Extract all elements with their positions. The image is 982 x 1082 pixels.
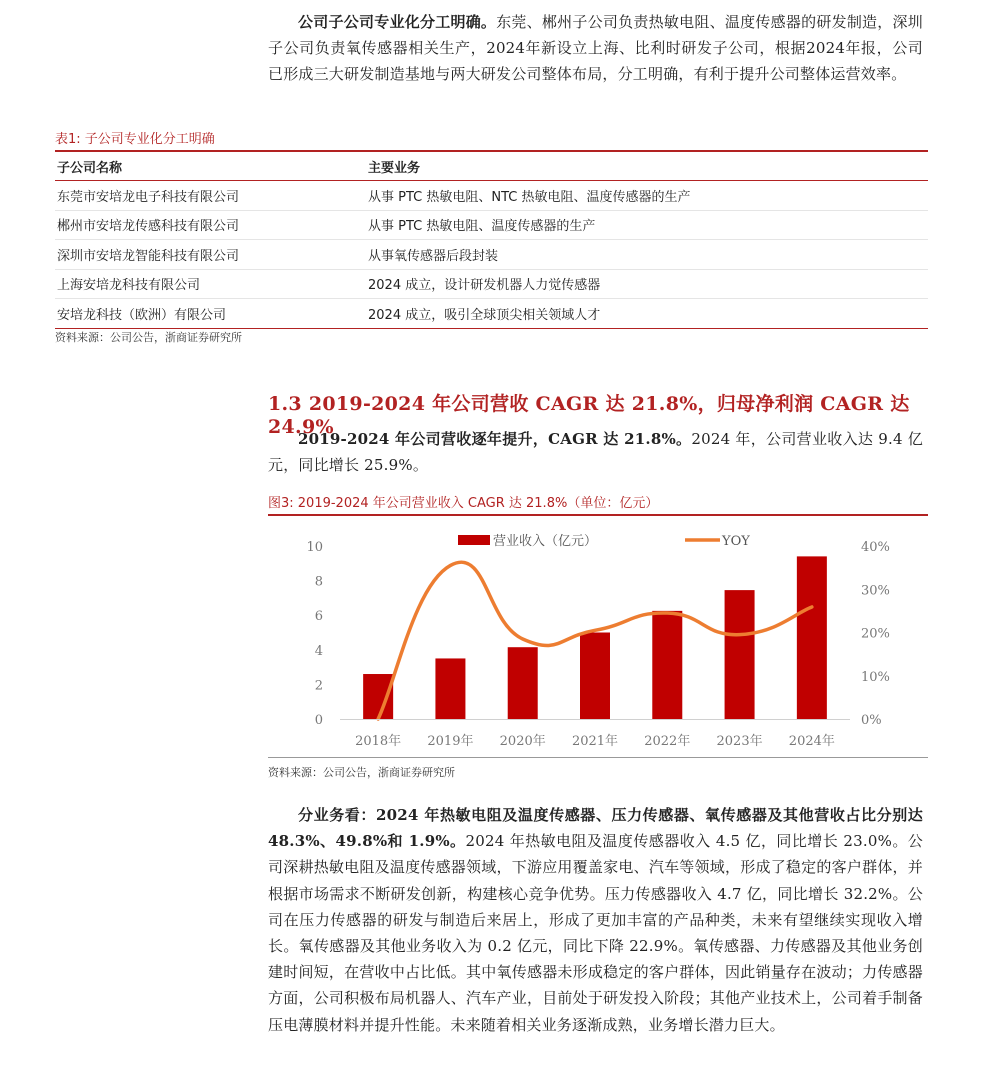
revenue-bar	[725, 590, 755, 719]
intro-paragraph	[268, 9, 923, 88]
x-tick-label: 2024年	[788, 734, 835, 749]
right-tick-label: 30%	[861, 583, 890, 599]
table-row	[55, 299, 928, 329]
section-bold: 2019-2024 年公司营收逐年提升，CAGR 达 21.8%。	[298, 430, 692, 448]
x-tick-label: 2019年	[427, 734, 474, 749]
figure-bottom-rule	[268, 757, 928, 758]
table-cell: 从事 PTC 热敏电阻、温度传感器的生产	[368, 210, 928, 240]
table-row	[55, 181, 928, 211]
revenue-bar	[580, 633, 610, 720]
left-tick-label: 10	[306, 540, 323, 555]
table-cell: 安培龙科技（欧洲）有限公司	[55, 299, 368, 329]
legend-line-label: YOY	[722, 534, 750, 549]
x-tick-label: 2022年	[644, 734, 691, 749]
table-cell: 东莞市安培龙电子科技有限公司	[55, 181, 368, 211]
table-cell: 从事 PTC 热敏电阻、NTC 热敏电阻、温度传感器的生产	[368, 181, 928, 211]
table-cell: 2024 成立，设计研发机器人力觉传感器	[368, 269, 928, 299]
section-paragraph	[268, 412, 923, 478]
table-row	[55, 269, 928, 299]
section-text: 2024 年，公司营业收入达 9.4 亿元，同比增长 25.9%。	[268, 430, 923, 475]
figure3-caption: 图3: 2019-2024 年公司营业收入 CAGR 达 21.8%（单位：亿元）	[268, 496, 659, 511]
left-tick-label: 4	[314, 643, 323, 659]
table-header-row	[55, 151, 928, 181]
left-tick-label: 8	[314, 574, 323, 590]
table-cell: 从事氧传感器后段封装	[368, 240, 928, 270]
segment-bold: 分业务看：2024 年热敏电阻及温度传感器、压力传感器、氧传感器及其他营收占比分别达 48.3%、49.8%和 1.9%。	[268, 806, 923, 851]
subsidiary-table	[55, 150, 928, 329]
intro-bold: 公司子公司专业化分工明确。	[298, 13, 497, 31]
intro-text: 东莞、郴州子公司负责热敏电阻、温度传感器的研发制造，深圳子公司负责氧传感器相关生产，2024年新设立上海、比利时研发子公司，根据2024年报，公司已形成三大研发制造基地与两大研发公司整体布局，分工明确，有利于提升公司整体运营效率。	[268, 13, 923, 84]
revenue-bar	[435, 658, 465, 719]
table-cell: 2024 成立，吸引全球顶尖相关领域人才	[368, 299, 928, 329]
revenue-chart	[0, 520, 982, 780]
table-cell: 郴州市安培龙传感科技有限公司	[55, 210, 368, 240]
table-header: 子公司名称	[55, 151, 368, 181]
revenue-bar	[652, 611, 682, 719]
segment-text: 2024 年热敏电阻及温度传感器收入 4.5 亿，同比增长 23.0%。公司深耕热敏电阻及温度传感器领域，下游应用覆盖家电、汽车等领域，形成了稳定的客户群体，并根据市场需求不断研发创新，构建核心竞争优势。压力传感器收入 4.7 亿，同比增长 32.2%。公司在压力传感器的研发与制造后来居上，形成了更加丰富的产品种类，未来有望继续实现收入增长。氧传感器及其他业务收入为 0.2 亿元，同比下降 22.9%。氧传感器、力传感器及其他业务创建时间短，在营收中占比低。其中氧传感器未形成稳定的客户群体，因此销量存在波动；力传感器方面，公司积极布局机器人、汽车产业，目前处于研发投入阶段；其他产业技术上，公司着手制备压电薄膜材料并提升性能。未来随着相关业务逐渐成熟，业务增长潜力巨大。	[268, 832, 923, 1034]
left-tick-label: 0	[314, 713, 323, 728]
section-heading: 1.3 2019-2024 年公司营收 CAGR 达 21.8%，归母净利润 CAGR 达 24.9%	[268, 393, 910, 438]
figure3-source: 资料来源：公司公告，浙商证券研究所	[268, 766, 455, 779]
x-tick-label: 2018年	[355, 734, 402, 749]
left-tick-label: 6	[314, 609, 323, 625]
table1-caption: 表1: 子公司专业化分工明确	[55, 132, 215, 147]
table-row	[55, 210, 928, 240]
right-tick-label: 40%	[861, 540, 890, 555]
x-tick-label: 2023年	[716, 734, 763, 749]
figure-top-rule	[268, 514, 928, 516]
x-tick-label: 2021年	[571, 734, 619, 749]
segment-paragraph	[268, 802, 923, 1038]
table-header: 主要业务	[368, 151, 928, 181]
table-cell: 深圳市安培龙智能科技有限公司	[55, 240, 368, 270]
right-tick-label: 10%	[861, 669, 890, 685]
revenue-bar	[797, 556, 827, 719]
table-cell: 上海安培龙科技有限公司	[55, 269, 368, 299]
left-tick-label: 2	[314, 678, 323, 694]
x-tick-label: 2020年	[499, 734, 546, 749]
legend-bar-swatch	[458, 535, 490, 545]
revenue-bar	[508, 647, 538, 719]
table1-source: 资料来源：公司公告，浙商证券研究所	[55, 331, 242, 344]
right-tick-label: 20%	[861, 626, 890, 642]
table-row	[55, 240, 928, 270]
right-tick-label: 0%	[861, 713, 882, 728]
legend-bar-label: 营业收入（亿元）	[493, 534, 598, 549]
